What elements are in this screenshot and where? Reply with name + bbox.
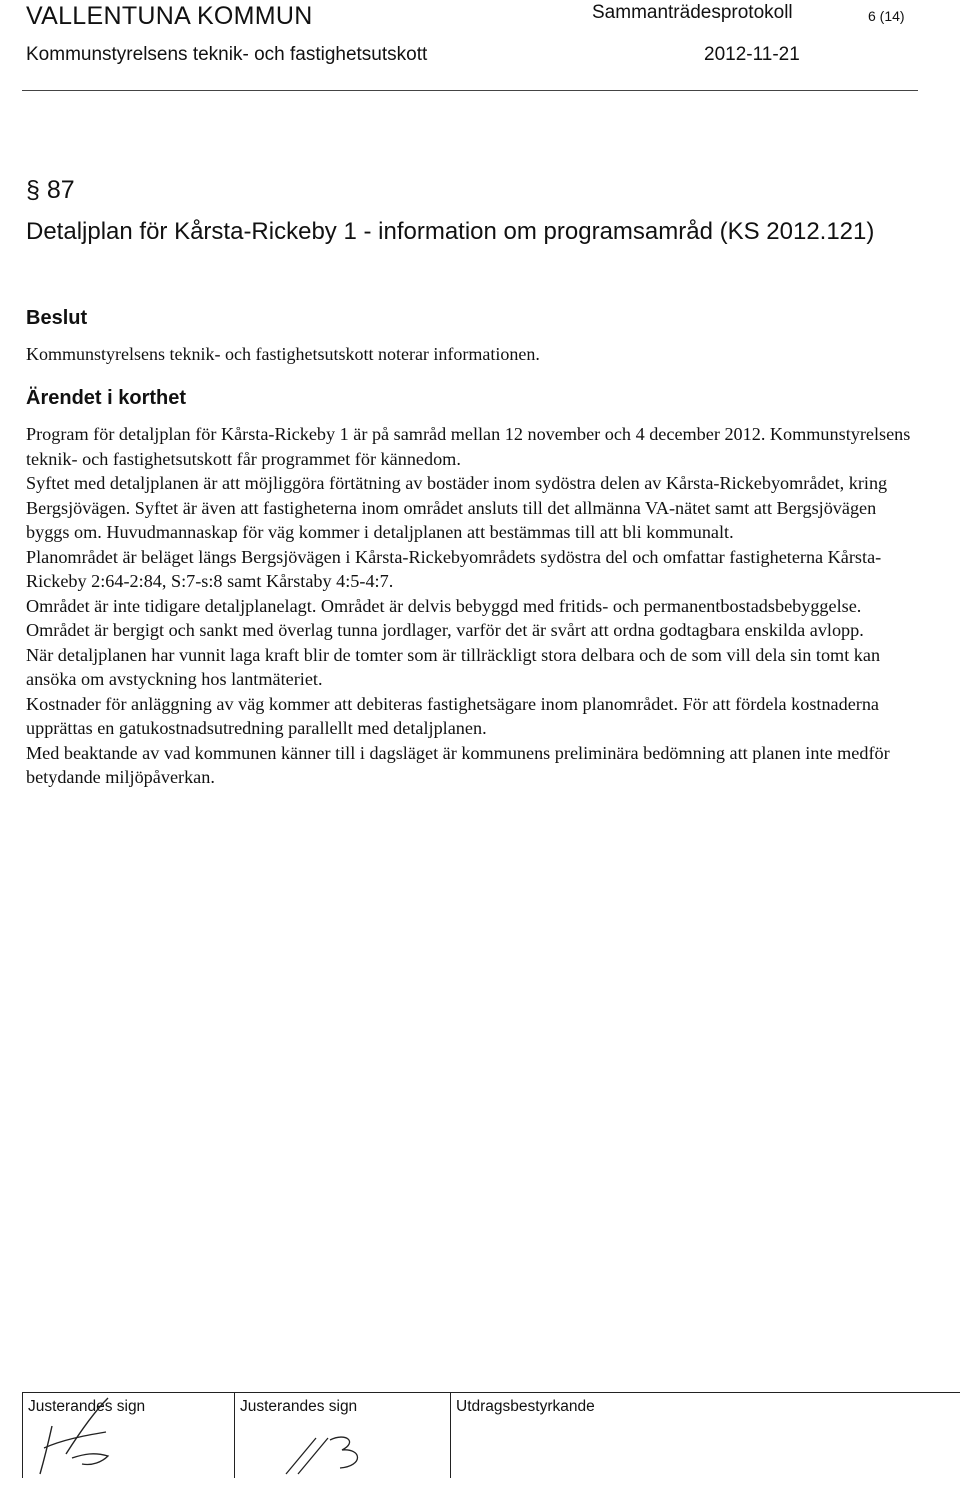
handwritten-signature-2 bbox=[234, 1392, 450, 1480]
summary-paragraph: Program för detaljplan för Kårsta-Rickeby 1 är på samråd mellan 12 november och 4 december 2012. Kommunstyrelsens teknik- och fastighetsutskott får programmet för kännedom. bbox=[26, 424, 911, 469]
signature-cell-2 bbox=[234, 1392, 450, 1480]
handwritten-signature-1 bbox=[22, 1392, 234, 1480]
summary-paragraph: När detaljplanen har vunnit laga kraft blir de tomter som är tillräckligt stora delbara och de som vill dela sin tomt kan ansöka om avstyckning hos lantmäteriet. bbox=[26, 644, 881, 689]
summary-paragraph: Syftet med detaljplanen är att möjliggöra förtätning av bostäder inom sydöstra delen av Kårsta-Rickebyområdet, kring Bergsjövägen. Syftet är även att fastigheterna inom området ansluts till det allmänna VA-nätet samt att Bergsjövägen byggs om. Huvudmannaskap för väg kommer i detaljplanen att bestämmas till att bli kommunalt. bbox=[26, 473, 888, 542]
summary-paragraph: Med beaktande av vad kommunen känner till i dagsläget är kommunens preliminära bedömning att planen inte medför betydande miljöpåverkan. bbox=[26, 742, 890, 787]
signature-cell-3 bbox=[450, 1392, 960, 1480]
decision-heading: Beslut bbox=[26, 307, 88, 329]
meeting-date: 2012-11-21 bbox=[704, 44, 800, 65]
document-type: Sammanträdesprotokoll bbox=[592, 2, 793, 23]
signature-footer bbox=[22, 1392, 960, 1480]
signature-label: Justerandes sign bbox=[28, 1398, 146, 1415]
signature-label: Utdragsbestyrkande bbox=[456, 1398, 595, 1415]
summary-paragraph: Området är inte tidigare detaljplanelagt. Området är delvis bebyggd med fritids- och permanentbostadsbebyggelse. Området är bergigt och sankt med överlag tunna jordlager, varför det är svårt att ordna godtagbara enskilda avlopp. bbox=[26, 595, 864, 640]
committee-name: Kommunstyrelsens teknik- och fastighetsutskott bbox=[26, 44, 428, 65]
summary-paragraph: Kostnader för anläggning av väg kommer att debiteras fastighetsägare inom planområdet. För att fördela kostnaderna upprättas en gatukostnadsutredning parallellt med detaljplanen. bbox=[26, 693, 880, 738]
page-number: 6 (14) bbox=[868, 8, 905, 24]
decision-text: Kommunstyrelsens teknik- och fastighetsutskott noterar informationen. bbox=[26, 344, 540, 364]
signature-cell-1 bbox=[22, 1392, 234, 1480]
signature-label: Justerandes sign bbox=[240, 1398, 358, 1415]
header-divider bbox=[22, 90, 918, 91]
summary-paragraph: Planområdet är beläget längs Bergsjövägen i Kårsta-Rickebyområdets sydöstra del och omfattar fastigheterna Kårsta-Rickeby 2:64-2:84, S:7-s:8 samt Kårstaby 4:5-4:7. bbox=[26, 546, 882, 591]
summary-body bbox=[26, 422, 916, 790]
section-number: § 87 bbox=[26, 176, 75, 204]
organization-name: VALLENTUNA KOMMUN bbox=[26, 2, 313, 30]
section-title: Detaljplan för Kårsta-Rickeby 1 - information om programsamråd (KS 2012.121) bbox=[26, 218, 875, 245]
summary-heading: Ärendet i korthet bbox=[26, 387, 187, 409]
